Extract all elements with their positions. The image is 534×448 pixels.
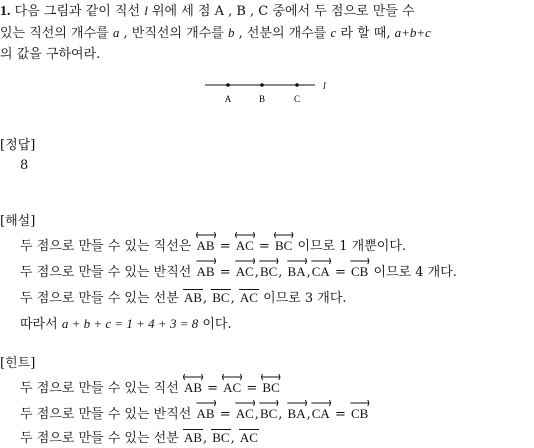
solution-text: 두 점으로 만들 수 있는 선분	[20, 291, 183, 306]
line-bc	[274, 237, 293, 255]
problem-text: 의 값을 구하여라.	[0, 47, 101, 62]
equals: =	[330, 265, 350, 280]
ray-ab	[196, 263, 216, 281]
comma: ,	[254, 265, 259, 280]
solution-line-3	[20, 289, 347, 308]
right-arrow-icon	[196, 399, 216, 407]
ray-cb	[350, 263, 369, 281]
right-arrow-icon	[235, 399, 255, 407]
solution-header: [해설]	[0, 214, 36, 229]
hint-line-3	[20, 429, 259, 448]
equals: =	[242, 381, 262, 396]
right-arrow-icon	[350, 257, 369, 265]
answer-header: [정답]	[0, 138, 36, 153]
point-b-dot	[260, 83, 264, 87]
double-arrow-icon	[261, 373, 280, 381]
problem-text: , 선분의 개수를	[234, 26, 331, 41]
equals: =	[254, 239, 274, 254]
seg-label: CA	[311, 406, 330, 421]
ray-ac	[235, 405, 255, 423]
comma: ,	[278, 265, 287, 280]
point-a-label: A	[224, 94, 232, 104]
double-arrow-icon	[196, 231, 216, 239]
problem-text: 다음 그림과 같이 직선	[10, 4, 145, 19]
seg-label: AB	[196, 238, 215, 253]
seg-label: BC	[259, 264, 278, 279]
comma: ,	[230, 431, 239, 446]
seg-label: BA	[287, 406, 306, 421]
line-ab	[196, 237, 216, 255]
solution-text: 두 점으로 만들 수 있는 직선은	[20, 239, 196, 254]
right-arrow-icon	[259, 399, 278, 407]
line-label: l	[323, 81, 326, 92]
ray-ba	[287, 263, 307, 281]
ray-ac	[235, 263, 255, 281]
problem-line-1	[0, 2, 415, 21]
right-arrow-icon	[311, 257, 331, 265]
var-a: a	[112, 25, 120, 40]
double-arrow-icon	[222, 373, 242, 381]
ray-ba	[287, 405, 307, 423]
point-a-dot	[226, 83, 230, 87]
segment-bc: BC	[212, 290, 230, 305]
problem-text: 있는 직선의 개수를	[0, 26, 113, 41]
point-b-label: B	[258, 94, 266, 104]
equals: =	[215, 407, 235, 422]
comma: ,	[203, 291, 212, 306]
seg-label: BC	[259, 406, 278, 421]
seg-label: CA	[311, 264, 330, 279]
right-arrow-icon	[259, 257, 278, 265]
problem-text: 위에 세 점 A , B , C 중에서 두 점으로 만들 수	[147, 4, 415, 19]
ray-bc	[259, 405, 278, 423]
comma: ,	[306, 407, 311, 422]
seg-label: BA	[287, 264, 306, 279]
comma: ,	[230, 291, 239, 306]
line-bc	[261, 379, 280, 397]
solution-text: 따라서	[20, 317, 62, 332]
var-l: l	[144, 3, 148, 18]
segment-ab: AB	[183, 430, 202, 445]
solution-text: 이므로 3 개다.	[258, 291, 347, 306]
comma: ,	[203, 431, 212, 446]
line-ab	[183, 379, 203, 397]
comma: ,	[306, 265, 311, 280]
ray-ca	[311, 263, 331, 281]
answer-value: 8	[20, 158, 29, 173]
ray-ab	[196, 405, 216, 423]
right-arrow-icon	[196, 257, 216, 265]
seg-label: AC	[223, 380, 242, 395]
equals: =	[215, 239, 235, 254]
solution-text: 이므로 4 개다.	[369, 265, 457, 280]
var-c: c	[330, 25, 337, 40]
seg-label: AC	[235, 264, 254, 279]
problem-line-3	[0, 46, 100, 64]
line-figure	[200, 78, 340, 108]
problem-line-2	[0, 24, 431, 43]
right-arrow-icon	[235, 257, 255, 265]
point-c-label: C	[293, 94, 301, 104]
solution-text: 이므로 1 개뿐이다.	[293, 239, 407, 254]
ray-cb	[350, 405, 369, 423]
sum-expression: a + b + c = 1 + 4 + 3 = 8	[61, 316, 199, 331]
solution-line-4	[20, 315, 232, 334]
equals: =	[330, 407, 350, 422]
segment-bc: BC	[212, 430, 230, 445]
seg-label: CB	[350, 406, 369, 421]
ray-ca	[311, 405, 331, 423]
segment-ab: AB	[183, 290, 202, 305]
solution-text: 이다.	[198, 317, 232, 332]
comma: ,	[278, 407, 287, 422]
equals: =	[203, 381, 223, 396]
hint-header: [힌트]	[0, 356, 36, 371]
double-arrow-icon	[235, 231, 255, 239]
double-arrow-icon	[183, 373, 203, 381]
right-arrow-icon	[287, 257, 307, 265]
line-ac	[235, 237, 255, 255]
point-c-dot	[295, 83, 299, 87]
hint-text: 두 점으로 만들 수 있는 직선	[20, 381, 183, 396]
segment-ac: AC	[239, 290, 258, 305]
comma: ,	[254, 407, 259, 422]
segment-ac: AC	[239, 430, 258, 445]
solution-text: 두 점으로 만들 수 있는 반직선	[20, 265, 196, 280]
problem-text: , 반직선의 개수를	[119, 26, 228, 41]
var-b: b	[227, 25, 235, 40]
seg-label: AC	[235, 406, 254, 421]
solution-line-2	[20, 263, 457, 282]
equals: =	[215, 265, 235, 280]
seg-label: AC	[235, 238, 254, 253]
hint-line-1	[20, 379, 281, 398]
ray-bc	[259, 263, 278, 281]
solution-line-1	[20, 237, 406, 256]
double-arrow-icon	[274, 231, 293, 239]
seg-label: CB	[350, 264, 369, 279]
right-arrow-icon	[311, 399, 331, 407]
seg-label: AB	[196, 264, 215, 279]
seg-label: AB	[183, 380, 202, 395]
seg-label: AB	[196, 406, 215, 421]
seg-label: BC	[262, 380, 280, 395]
problem-text: 라 할 때,	[336, 26, 395, 41]
right-arrow-icon	[350, 399, 369, 407]
seg-label: BC	[274, 238, 293, 253]
hint-text: 두 점으로 만들 수 있는 반직선	[20, 407, 196, 422]
expression: a+b+c	[394, 25, 431, 40]
hint-text: 두 점으로 만들 수 있는 선분	[20, 431, 183, 446]
right-arrow-icon	[287, 399, 307, 407]
hint-line-2	[20, 405, 369, 424]
line-ac	[222, 379, 242, 397]
problem-number: 1.	[0, 4, 11, 19]
